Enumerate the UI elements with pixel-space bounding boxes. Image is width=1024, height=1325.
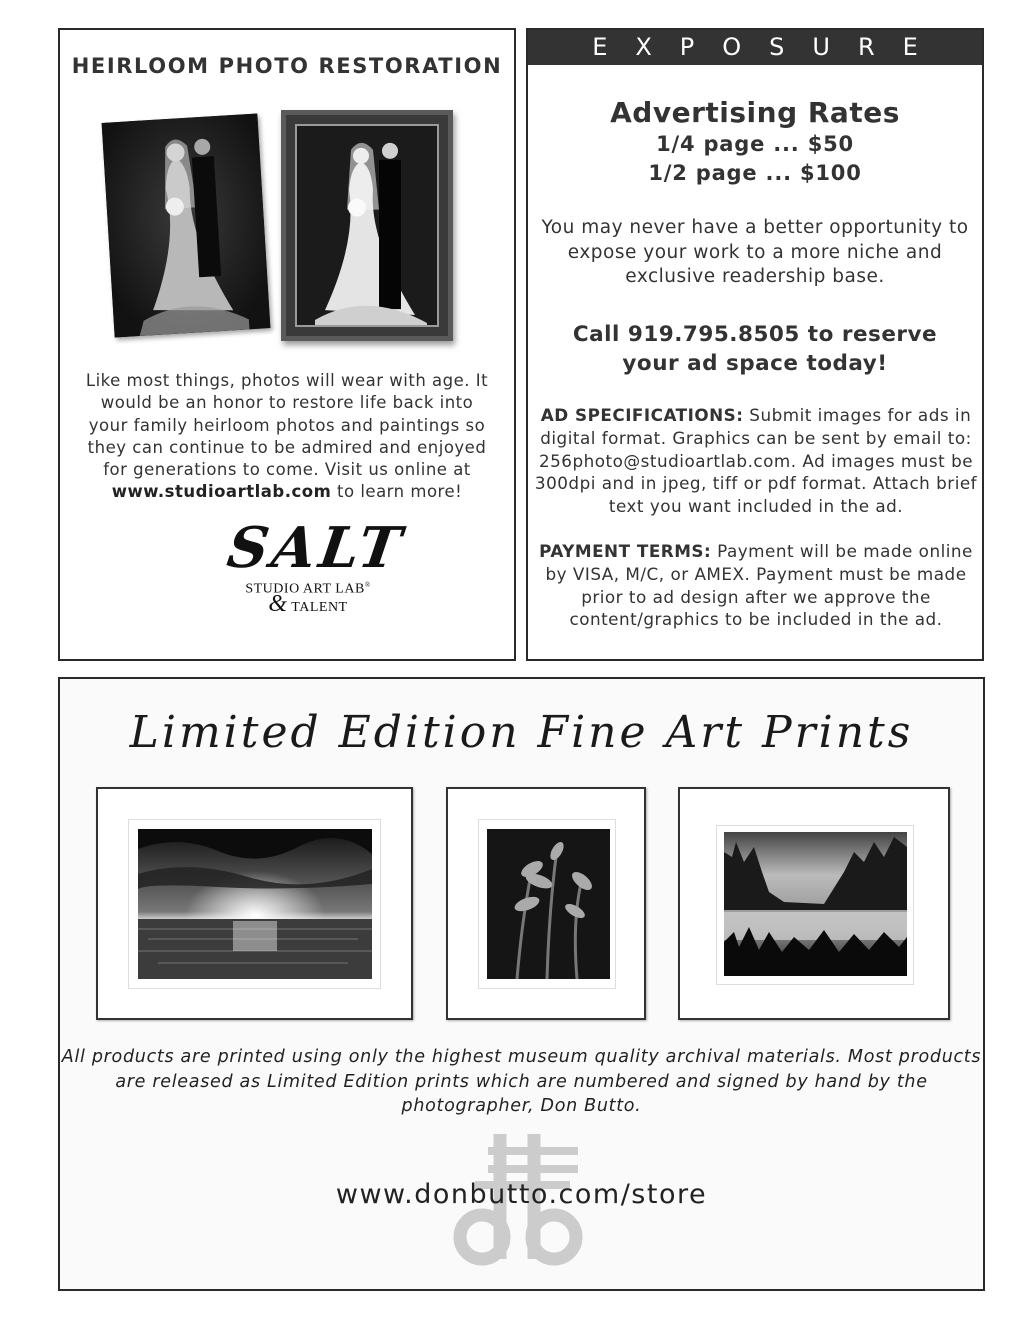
heirloom-description	[80, 370, 494, 504]
studioartlab-link[interactable]: www.studioartlab.com	[111, 482, 332, 502]
prints-description: All products are printed using only the highest museum quality archival materials. Most products are released as Limited Edition prints which are numbered and signed by hand by the photographer, Don Butto.	[61, 1047, 982, 1116]
payment-terms-text: Payment will be made online by VISA, M/C, or AMEX. Payment must be made prior to ad design after we approve the content/graphics to be included in the ad.	[545, 541, 973, 630]
heirloom-heading: HEIRLOOM PHOTO RESTORATION	[71, 54, 503, 78]
ad-specifications-text: Submit images for ads in digital format. Graphics can be sent by email to: 256photo@studioartlab.com. Ad images must be 300dpi and in jpeg, tiff or pdf format. Attach brief text you want included in the ad.	[534, 405, 978, 517]
framed-print-flowers	[446, 787, 646, 1020]
heirloom-body-text: Like most things, photos will wear with age. It would be an honor to restore life back into your family heirloom photos and paintings so they can continue to be admired and enjoyed for generations to come. Visit us online at	[85, 371, 489, 480]
salt-logo-registered: ®	[364, 581, 371, 589]
payment-terms	[534, 540, 978, 631]
heirloom-body-end: to learn more!	[337, 482, 463, 502]
advertising-rates-ad	[526, 28, 984, 661]
call-line-2: your ad space today!	[622, 351, 888, 376]
prints-title: Limited Edition Fine Art Prints	[129, 707, 914, 758]
salt-logo-ampersand: &	[268, 590, 288, 617]
rate-quarter-page: 1/4 page ... $50	[656, 132, 854, 156]
salt-logo	[223, 515, 410, 638]
salt-logo-line2: TALENT	[291, 599, 348, 615]
call-to-reserve	[528, 320, 982, 378]
donbutto-store-link[interactable]: www.donbutto.com/store	[335, 1179, 708, 1210]
exposure-banner: EXPOSURE	[528, 30, 982, 65]
salt-logo-line1: STUDIO ART LAB	[245, 581, 365, 597]
exposure-intro: You may never have a better opportunity to expose your work to a more niche and exclusive readership base.	[541, 217, 969, 287]
heirloom-restoration-ad	[58, 28, 516, 661]
ad-specifications-label: AD SPECIFICATIONS:	[540, 405, 744, 425]
call-line-1: Call 919.795.8505 to reserve	[572, 322, 938, 347]
payment-terms-label: PAYMENT TERMS:	[539, 541, 712, 561]
framed-print-misty-forest	[678, 787, 950, 1020]
salt-logo-word: SALT	[223, 515, 410, 581]
framed-print-sunset	[96, 787, 413, 1020]
fine-art-prints-ad	[58, 677, 985, 1291]
rate-half-page: 1/2 page ... $100	[648, 161, 862, 185]
restored-framed-photo	[281, 110, 453, 341]
misty-forest-image	[724, 832, 907, 976]
ad-specifications	[534, 404, 978, 518]
advertising-rates-title: Advertising Rates	[610, 96, 900, 129]
flower-image	[487, 829, 610, 979]
sunset-seascape-image	[138, 829, 372, 979]
original-wedding-photo	[102, 113, 271, 337]
